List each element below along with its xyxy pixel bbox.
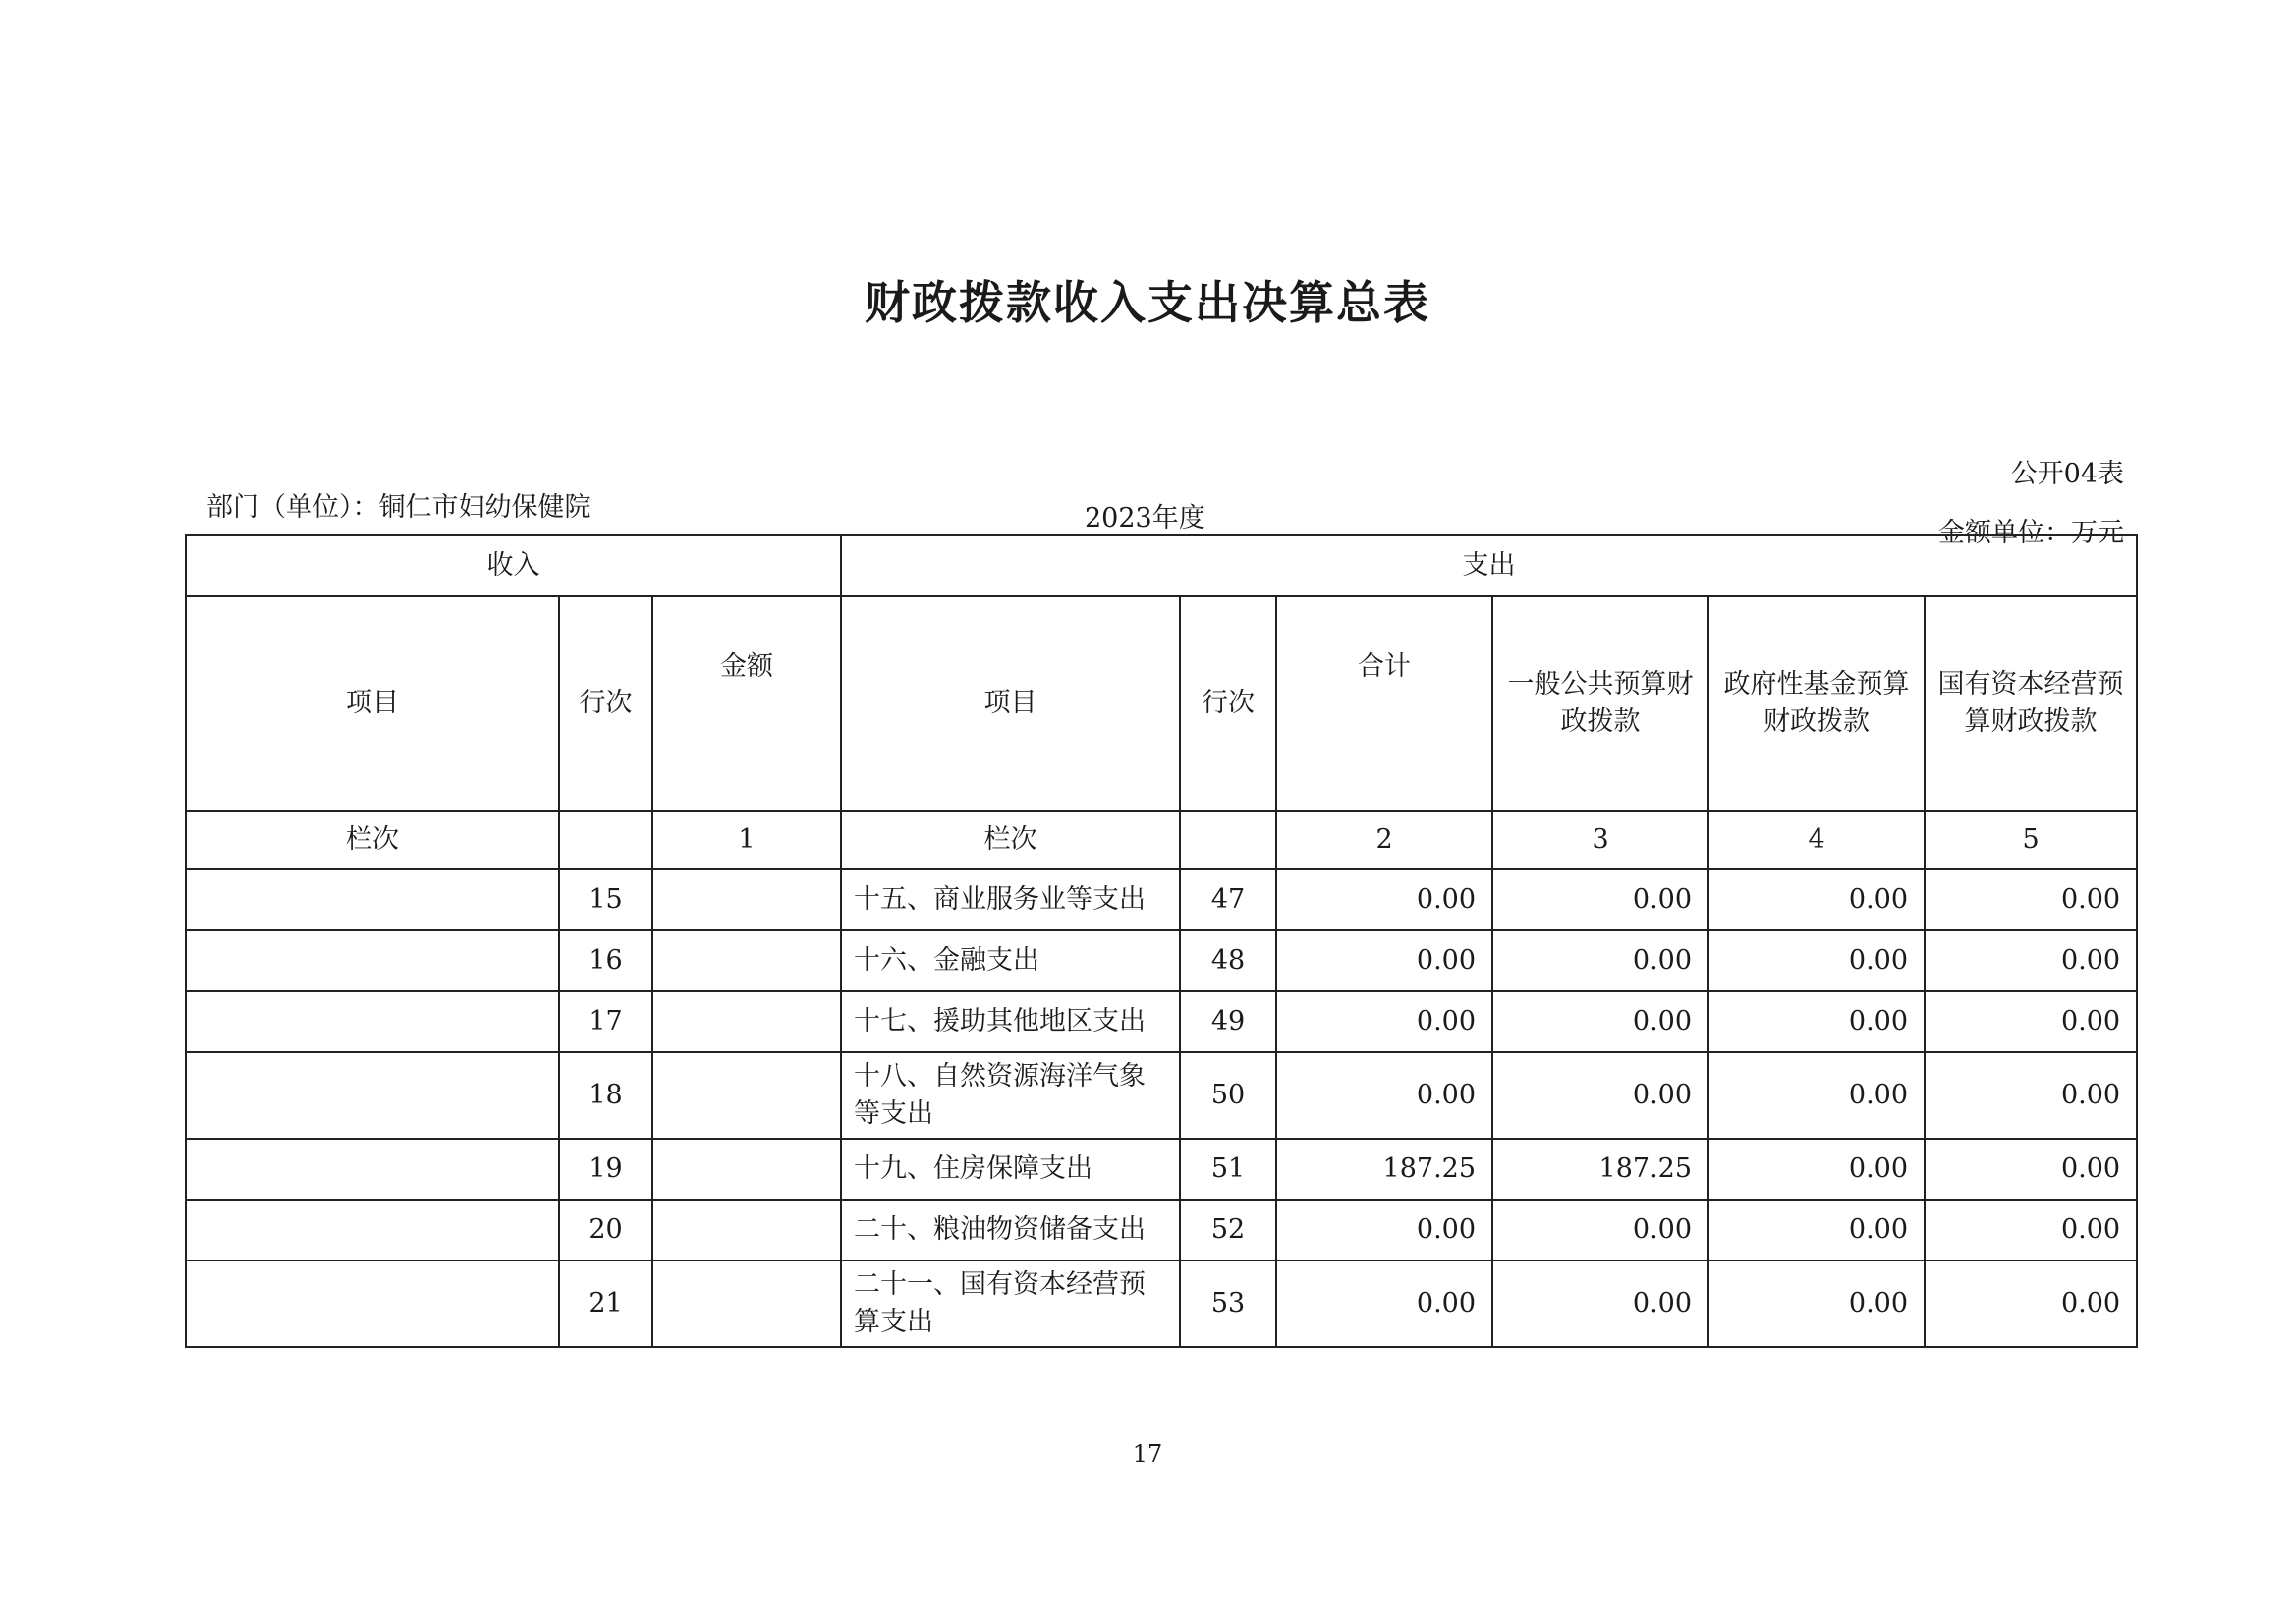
expense-line-cell: 51 <box>1180 1139 1276 1200</box>
general-cell: 0.00 <box>1492 991 1708 1052</box>
income-amount-header: 金额 <box>652 596 841 811</box>
fiscal-appropriation-table <box>185 534 2138 1348</box>
fund-cell: 0.00 <box>1708 991 1925 1052</box>
income-amount-cell <box>652 930 841 991</box>
expense-item-cell: 十七、援助其他地区支出 <box>841 991 1180 1052</box>
fund-cell: 0.00 <box>1708 869 1925 930</box>
fund-cell: 0.00 <box>1708 1139 1925 1200</box>
income-line-index <box>559 811 652 869</box>
expense-line-index <box>1180 811 1276 869</box>
total-cell: 0.00 <box>1276 869 1492 930</box>
capital-cell: 0.00 <box>1925 1139 2137 1200</box>
income-item-cell <box>186 930 559 991</box>
total-cell: 0.00 <box>1276 991 1492 1052</box>
general-cell: 0.00 <box>1492 1052 1708 1139</box>
income-item-header: 项目 <box>186 596 559 811</box>
general-cell: 187.25 <box>1492 1139 1708 1200</box>
income-section-header: 收入 <box>186 535 841 596</box>
income-line-cell: 17 <box>559 991 652 1052</box>
income-line-cell: 21 <box>559 1260 652 1347</box>
general-cell: 0.00 <box>1492 1200 1708 1260</box>
capital-cell: 0.00 <box>1925 1052 2137 1139</box>
total-cell: 0.00 <box>1276 1260 1492 1347</box>
table-row <box>186 1260 2137 1347</box>
expense-line-header: 行次 <box>1180 596 1276 811</box>
page-title: 财政拨款收入支出决算总表 <box>865 276 1430 329</box>
fund-index: 4 <box>1708 811 1925 869</box>
income-item-cell <box>186 1200 559 1260</box>
capital-cell: 0.00 <box>1925 1260 2137 1347</box>
expense-line-cell: 48 <box>1180 930 1276 991</box>
fiscal-year: 2023年度 <box>1085 503 1205 533</box>
income-item-cell <box>186 1139 559 1200</box>
expense-line-cell: 52 <box>1180 1200 1276 1260</box>
amount-unit: 金额单位：万元 <box>1938 518 2124 548</box>
expense-item-cell: 十九、住房保障支出 <box>841 1139 1180 1200</box>
expense-item-cell: 十五、商业服务业等支出 <box>841 869 1180 930</box>
state-capital-header: 国有资本经营预算财政拨款 <box>1925 596 2137 811</box>
expense-item-cell: 二十、粮油物资储备支出 <box>841 1200 1180 1260</box>
total-header: 合计 <box>1276 596 1492 811</box>
expense-line-cell: 47 <box>1180 869 1276 930</box>
general-cell: 0.00 <box>1492 930 1708 991</box>
general-cell: 0.00 <box>1492 1260 1708 1347</box>
department-label: 部门（单位）：铜仁市妇幼保健院 <box>206 492 591 523</box>
form-number: 公开04表 <box>2010 459 2124 489</box>
expense-line-cell: 53 <box>1180 1260 1276 1347</box>
total-cell: 187.25 <box>1276 1139 1492 1200</box>
income-amount-index: 1 <box>652 811 841 869</box>
general-budget-header: 一般公共预算财政拨款 <box>1492 596 1708 811</box>
capital-index: 5 <box>1925 811 2137 869</box>
gov-fund-header: 政府性基金预算财政拨款 <box>1708 596 1925 811</box>
fund-cell: 0.00 <box>1708 1260 1925 1347</box>
income-line-cell: 15 <box>559 869 652 930</box>
table-row <box>186 930 2137 991</box>
income-line-cell: 18 <box>559 1052 652 1139</box>
capital-cell: 0.00 <box>1925 869 2137 930</box>
table-row <box>186 1052 2137 1139</box>
income-amount-cell <box>652 1260 841 1347</box>
total-cell: 0.00 <box>1276 1052 1492 1139</box>
general-index: 3 <box>1492 811 1708 869</box>
income-index-label: 栏次 <box>186 811 559 869</box>
fund-cell: 0.00 <box>1708 1200 1925 1260</box>
income-amount-cell <box>652 1139 841 1200</box>
capital-cell: 0.00 <box>1925 930 2137 991</box>
table-row <box>186 1200 2137 1260</box>
income-item-cell <box>186 1260 559 1347</box>
income-line-cell: 20 <box>559 1200 652 1260</box>
income-amount-cell <box>652 869 841 930</box>
section-header-row <box>186 535 2137 596</box>
income-amount-cell <box>652 1200 841 1260</box>
capital-cell: 0.00 <box>1925 991 2137 1052</box>
total-cell: 0.00 <box>1276 930 1492 991</box>
fund-cell: 0.00 <box>1708 930 1925 991</box>
income-line-cell: 19 <box>559 1139 652 1200</box>
column-index-row <box>186 811 2137 869</box>
expense-index-label: 栏次 <box>841 811 1180 869</box>
income-line-cell: 16 <box>559 930 652 991</box>
expense-item-cell: 十六、金融支出 <box>841 930 1180 991</box>
income-item-cell <box>186 869 559 930</box>
table-row <box>186 1139 2137 1200</box>
expense-item-cell: 十八、自然资源海洋气象等支出 <box>841 1052 1180 1139</box>
income-item-cell <box>186 1052 559 1139</box>
column-header-row <box>186 596 2137 811</box>
income-amount-cell <box>652 991 841 1052</box>
income-line-header: 行次 <box>559 596 652 811</box>
income-amount-cell <box>652 1052 841 1139</box>
total-cell: 0.00 <box>1276 1200 1492 1260</box>
table-row <box>186 869 2137 930</box>
table-row <box>186 991 2137 1052</box>
expense-line-cell: 50 <box>1180 1052 1276 1139</box>
income-item-cell <box>186 991 559 1052</box>
expense-line-cell: 49 <box>1180 991 1276 1052</box>
expense-item-cell: 二十一、国有资本经营预算支出 <box>841 1260 1180 1347</box>
expense-section-header: 支出 <box>841 535 2137 596</box>
general-cell: 0.00 <box>1492 869 1708 930</box>
capital-cell: 0.00 <box>1925 1200 2137 1260</box>
page-number: 17 <box>1132 1440 1163 1468</box>
total-index: 2 <box>1276 811 1492 869</box>
fund-cell: 0.00 <box>1708 1052 1925 1139</box>
expense-item-header: 项目 <box>841 596 1180 811</box>
